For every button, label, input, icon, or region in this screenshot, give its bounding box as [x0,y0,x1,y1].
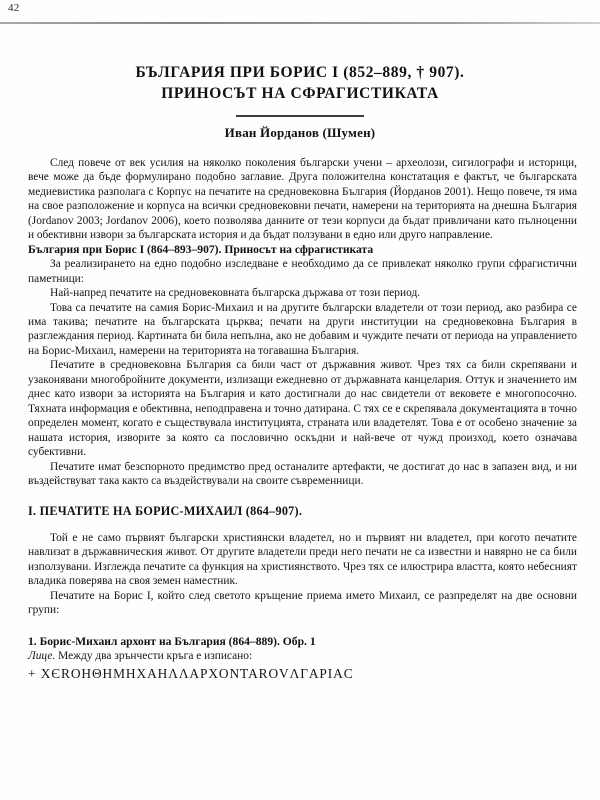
paragraph-seals-state-life: Печатите в средновековна България са били част от държавния живот. Чрез тях са били скрепявани и узаконявани многобройните документи, излизащи ежедневно от държавната канцелария. Оттук и значението им днес като извори за историята на България и като достигнали до нас свидетели от вековете е многопосочно. Тяхната информация е обективна, неподправена и точно датирана. С тях се е скрепявала документацията в точно определен момент, когато е съществувала институцията, страната или владетелят. Това е от особено значение за нашата история, изворите за която са пословично оскъдни и най-вече от чужд произход, което означава субективни. [28,359,577,459]
paragraph-research-groups: За реализирането на едно подобно изследване е необходимо да се привлекат няколко групи сфрагистични паметници: [28,258,577,285]
paragraph-intro: След повече от век усилия на няколко поколения български учени – археолози, сигилографи и историци, вече може да бъде формулирано подобно заглавие. Друга положителна констатация е фактът, че българската медиевистика разполага с Корпус на печатите на средновековна България (Йорданов 2001). Нещо повече, тя има на свое разположение и корпуса на всички средновековни печати, намерени на територията на днешна България (Jordanov 2003; Jordanov 2006), което позволява данните от тези корпуси да бъдат привличани като пълноценни и обективни извори за българската история и да бъдат ползувани в едно или друго направление. [28,157,577,242]
article-title-line-1: БЪЛГАРИЯ ПРИ БОРИС I (852–889, † 907). [135,64,465,81]
paragraph-two-main-groups: Печатите на Борис I, който след светото кръщение приема името Михаил, се разпределят на две основни групи: [28,589,577,617]
greek-inscription: + ΧЄROHΘHMHXAHΛΛAPXONTAROVΛΓAPIAC [28,666,354,681]
title-block [30,62,570,141]
paragraph-first-christian-ruler: Той е не само първият български християнски владетел, но и първият ни владетел, при когото печатите навлизат в държавническия живот. От другите владетели преди него печати не са известни и навярно не са били използувани. Изглежда печатите са функция на християнството. Чрез тях се илюстрира властта, която небесният владика поверява на своя земен наместник. [28,531,577,588]
obverse-label: Лице. [28,649,56,662]
article-title-line-2: ПРИНОСЪТ НА СФРАГИСТИКАТА [161,85,439,102]
paragraph-seal-categories: Това са печатите на самия Борис-Михаил и на другите български владетели от този период, ако разбира се има такива; печатите на българската църква; печати на други институции на средновековна България в разглеждания период. Картината би била непълна, ако не добавим и чуждите печати от периода на управлението на Борис-Михаил, намерени на територията на тогавашна България. [28,301,577,357]
paragraph-seals-advantage: Печатите имат безспорното предимство пред останалите артефакти, че достигат до нас в запазен вид, и ни въздействуват така както са въздействували на своите съвременници. [28,460,577,487]
article-author: Иван Йорданов (Шумен) [224,124,376,140]
obverse-description [28,649,577,664]
section-heading-seals-of-boris-mihail: I. ПЕЧАТИТЕ НА БОРИС-МИХАИЛ (864–907). [28,504,303,519]
subheading-bulgaria-boris: България при Борис I (864–893–907). Приносът на сфрагистиката [28,242,374,256]
byline-divider [236,115,364,117]
header-rule [0,22,600,24]
paragraph-state-seals: Най-напред печатите на средновековната българска държава от този период. [50,287,421,300]
obverse-text: Между два зрънчести кръга е изписано: [55,649,253,662]
article-body [28,156,577,682]
group-heading-archon-of-bulgaria: 1. Борис-Михаил архонт на България (864–889). Обр. 1 [28,634,316,648]
page-folio-number: 42 [8,2,20,14]
